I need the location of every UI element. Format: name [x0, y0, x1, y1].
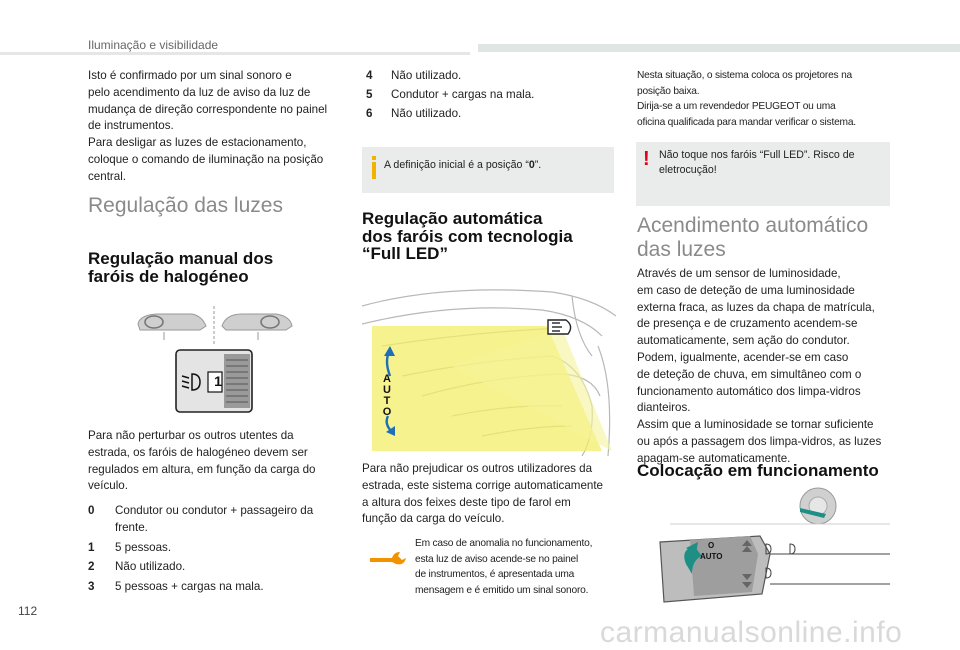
text-line: de instrumentos, é apresentada uma [415, 569, 575, 581]
intro-paragraph [88, 68, 338, 186]
auto-body-paragraph [362, 461, 618, 528]
auto-letter: A [383, 373, 391, 385]
acendimento-body [637, 266, 897, 468]
position-list [88, 503, 338, 596]
text-line: pelo acendimento da luz de aviso da luz de [88, 85, 311, 99]
list-item [366, 87, 616, 104]
text-line: posição baixa. [637, 85, 700, 97]
list-item [366, 68, 616, 85]
info-note-text [384, 158, 541, 173]
text-line: dianteiros. [637, 401, 691, 415]
auto-letters [381, 374, 393, 418]
text-line: regulados em altura, em função da carga do [88, 462, 316, 476]
section-header-title: Iluminação e visibilidade [88, 38, 219, 52]
manual-body-paragraph [88, 428, 338, 495]
title-line: faróis de halogéneo [88, 266, 249, 286]
item-text [103, 503, 313, 537]
dial-position-number: 1 [214, 373, 222, 389]
text-line: a altura dos feixes deste tipo de farol em [362, 495, 571, 509]
item-text: 5 pessoas + cargas na mala. [115, 580, 264, 594]
item-text: Condutor + cargas na mala. [391, 87, 535, 101]
text-line: em caso de deteção de uma luminosidade [637, 283, 855, 297]
steering-wheel-icon [800, 488, 836, 524]
text-line: Não toque nos faróis “Full LED”. Risco de [659, 149, 855, 161]
full-led-car-illustration [362, 276, 616, 456]
list-item [366, 106, 616, 123]
text-line: estrada, este sistema corrige automaticamente [362, 478, 604, 492]
auto-letter: U [383, 384, 391, 396]
text-line: Para desligar as luzes de estacionamento, [88, 136, 307, 150]
header-rule-left [0, 52, 470, 55]
text-line: Para não perturbar os outros utentes da [88, 429, 294, 442]
headlamp-icon [548, 320, 571, 334]
text-line: Condutor ou condutor + passageiro da [115, 504, 314, 517]
text-line: Podem, igualmente, acender-se em caso [637, 350, 849, 364]
item-text: Não utilizado. [391, 69, 462, 82]
subsection-title-manual [88, 250, 273, 285]
text-line: coloque o comando de iluminação na posição [88, 152, 324, 166]
text-line: central. [88, 169, 127, 183]
text-line: de instrumentos. [88, 119, 174, 133]
subsection-title-funcionamento: Colocação em funcionamento [637, 461, 879, 480]
text-line: veículo. [88, 479, 128, 493]
list-item [88, 559, 338, 576]
text-line: mensagem e é emitido um sinal sonoro. [415, 584, 589, 596]
text-line: de presença e de cruzamento acendem-se [637, 317, 858, 331]
item-text: Não utilizado. [391, 106, 462, 120]
text-line: eletrocução! [659, 164, 717, 177]
text-line: frente. [115, 520, 148, 534]
text-line: Dirija-se a um revendedor PEUGEOT ou uma [637, 101, 836, 113]
title-line: Acendimento automático [637, 214, 869, 237]
text-line: automaticamente, sem ação do condutor. [637, 334, 850, 348]
title-line: Regulação automática [362, 209, 543, 228]
title-line: das luzes [637, 238, 726, 261]
list-item [88, 579, 338, 596]
note-value: 0 [528, 159, 535, 171]
manual-headlamp-illustration [130, 306, 300, 416]
item-number: 1 [88, 540, 95, 554]
item-number: 4 [366, 69, 373, 82]
position-list-continued [366, 68, 616, 122]
text-line: Assim que a luminosidade se tornar suficiente [637, 418, 874, 432]
auto-letter: T [383, 395, 391, 407]
title-line: “Full LED” [362, 244, 448, 263]
warning-note [636, 142, 890, 206]
text-line: Isto é confirmado por um sinal sonoro e [88, 69, 292, 82]
note-text: ”. [534, 159, 542, 171]
lighting-stalk-illustration [650, 484, 890, 614]
column-1 [88, 68, 338, 186]
title-line: dos faróis com tecnologia [362, 226, 573, 246]
light-indicator-icons [766, 544, 795, 578]
text-line: estrada, os faróis de halogéneo devem ser [88, 445, 308, 459]
list-item [88, 540, 338, 557]
item-number: 3 [88, 580, 95, 594]
anomaly-note-text [415, 536, 615, 598]
column-3-intro [637, 68, 897, 130]
watermark-text: carmanualsonline.info [600, 616, 903, 649]
auto-letter: O [382, 406, 392, 418]
steering-wheel-icon [138, 314, 206, 330]
text-line: Para não prejudicar os outros utilizadores da [362, 462, 593, 475]
text-line: externa fraca, as luzes da chapa de matrícula, [637, 300, 875, 314]
note-text: A definição inicial é a posição “ [384, 159, 529, 171]
wrench-icon [368, 548, 408, 570]
text-line: Em caso de anomalia no funcionamento, [415, 538, 593, 549]
text-line: de deteção de chuva, em simultâneo com o [637, 367, 862, 381]
header-rule-right [478, 44, 960, 52]
text-line: oficina qualificada para mandar verificar o sistema. [637, 116, 856, 128]
list-item [88, 503, 338, 537]
title-line: Regulação manual dos [88, 249, 274, 268]
text-line: funcionamento automático dos limpa-vidros [637, 384, 861, 398]
steering-wheel-icon [222, 314, 292, 330]
stalk-auto-label: AUTO [700, 552, 723, 561]
section-title-acendimento [637, 214, 868, 262]
text-line: ou após a passagem dos limpa-vidros, as luzes [637, 434, 882, 448]
subsection-title-auto [362, 210, 573, 263]
text-line: apagam-se automaticamente. [637, 451, 791, 465]
item-number: 0 [88, 504, 95, 517]
item-number: 5 [366, 87, 373, 101]
text-line: função da carga do veículo. [362, 512, 505, 526]
item-number: 6 [366, 106, 373, 120]
stalk-control [660, 536, 770, 602]
page-number: 112 [18, 604, 38, 618]
item-number: 2 [88, 560, 95, 574]
text-line: Através de um sensor de luminosidade, [637, 267, 841, 280]
info-note [362, 147, 614, 193]
item-text: 5 pessoas. [115, 540, 172, 554]
item-text: Não utilizado. [115, 560, 186, 574]
warning-icon: ! [643, 148, 650, 170]
text-line: Nesta situação, o sistema coloca os projetores na [637, 70, 853, 81]
section-title-regulacao: Regulação das luzes [88, 194, 283, 217]
text-line: mudança de direção correspondente no painel [88, 102, 328, 116]
stalk-off-label: O [708, 541, 715, 550]
text-line: esta luz de aviso acende-se no painel [415, 553, 579, 565]
warning-text [659, 148, 885, 179]
info-icon [369, 156, 379, 180]
